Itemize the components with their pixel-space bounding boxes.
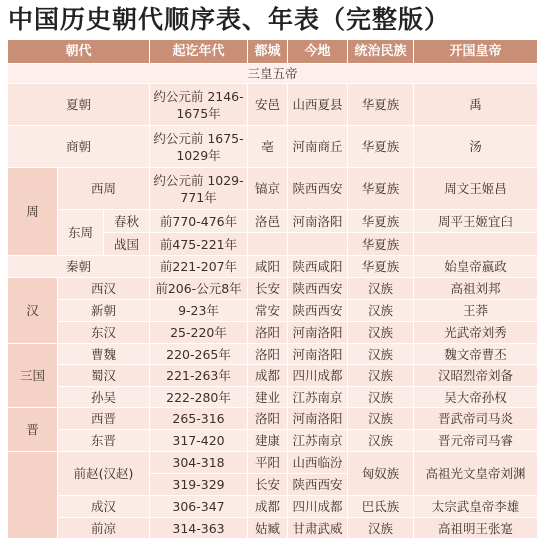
- cell-founder: 禹: [414, 84, 538, 126]
- cell-years: 304-318: [150, 452, 248, 474]
- cell-founder: 周文王姬昌: [414, 168, 538, 210]
- cell-place: 山西夏县: [288, 84, 348, 126]
- cell-name: 新朝: [58, 300, 150, 322]
- cell-years: 222-280年: [150, 387, 248, 408]
- group-sanguo: 三国: [8, 344, 58, 408]
- cell-name: 曹魏: [58, 344, 150, 365]
- cell-ethnic: 汉族: [348, 518, 414, 539]
- cell-place: 陕西西安: [288, 278, 348, 300]
- cell-place: 河南洛阳: [288, 210, 348, 233]
- cell-years: 314-363: [150, 518, 248, 539]
- cell-capital: 长安: [248, 278, 288, 300]
- cell-founder: 晋武帝司马炎: [414, 408, 538, 430]
- cell-name: 东晋: [58, 430, 150, 452]
- cell-name: 孙吴: [58, 387, 150, 408]
- cell-founder: 始皇帝嬴政: [414, 256, 538, 278]
- cell-founder: 汤: [414, 126, 538, 168]
- cell-ethnic: 汉族: [348, 387, 414, 408]
- cell-ethnic: 汉族: [348, 430, 414, 452]
- cell-name: 前凉: [58, 518, 150, 539]
- cell-years: 前206-公元8年: [150, 278, 248, 300]
- cell-ethnic: 汉族: [348, 365, 414, 387]
- cell-founder: 王莽: [414, 300, 538, 322]
- cell-place: 陕西咸阳: [288, 256, 348, 278]
- header-capital: 都城: [248, 40, 288, 64]
- cell-capital: 平阳: [248, 452, 288, 474]
- group-dongzhou: 东周: [58, 210, 104, 256]
- cell-ethnic: 华夏族: [348, 84, 414, 126]
- group-jin: 晋: [8, 408, 58, 452]
- cell-capital: 洛邑: [248, 210, 288, 233]
- group-han: 汉: [8, 278, 58, 344]
- cell-ethnic: 汉族: [348, 408, 414, 430]
- cell-founder: 汉昭烈帝刘备: [414, 365, 538, 387]
- cell-founder: 太宗武皇帝李雄: [414, 496, 538, 518]
- cell-capital: 建康: [248, 430, 288, 452]
- cell-years: 306-347: [150, 496, 248, 518]
- cell-years: 约公元前 2146-1675年: [150, 84, 248, 126]
- header-dynasty: 朝代: [8, 40, 150, 64]
- cell-capital: 亳: [248, 126, 288, 168]
- cell-ethnic: 匈奴族: [348, 452, 414, 496]
- cell-ethnic: 华夏族: [348, 233, 414, 256]
- cell-years: 221-263年: [150, 365, 248, 387]
- cell-years: 约公元前 1029-771年: [150, 168, 248, 210]
- cell-place: 陕西西安: [288, 300, 348, 322]
- cell-capital: 安邑: [248, 84, 288, 126]
- cell-name: 西周: [58, 168, 150, 210]
- cell-ethnic: 汉族: [348, 278, 414, 300]
- cell-founder: [414, 233, 538, 256]
- cell-capital: 洛阳: [248, 322, 288, 344]
- cell-name: 战国: [104, 233, 150, 256]
- cell-place: 陕西西安: [288, 168, 348, 210]
- cell-name: 商朝: [8, 126, 150, 168]
- cell-place: 江苏南京: [288, 430, 348, 452]
- cell-name: 春秋: [104, 210, 150, 233]
- cell-name: 蜀汉: [58, 365, 150, 387]
- header-modern-place: 今地: [288, 40, 348, 64]
- cell-founder: 高祖光文皇帝刘渊: [414, 452, 538, 496]
- group-zhou: 周: [8, 168, 58, 256]
- cell-ethnic: 华夏族: [348, 256, 414, 278]
- cell-name: 成汉: [58, 496, 150, 518]
- group-blank: [8, 452, 58, 539]
- cell-years: 265-316: [150, 408, 248, 430]
- cell-years: 约公元前 1675-1029年: [150, 126, 248, 168]
- cell-founder: 高祖刘邦: [414, 278, 538, 300]
- cell-place: 甘肃武威: [288, 518, 348, 539]
- cell-capital: 姑臧: [248, 518, 288, 539]
- cell-years: 前770-476年: [150, 210, 248, 233]
- header-founder: 开国皇帝: [414, 40, 538, 64]
- cell-ethnic: 巴氐族: [348, 496, 414, 518]
- cell-capital: 洛阳: [248, 408, 288, 430]
- cell-place: [288, 233, 348, 256]
- cell-years-2: 319-329: [150, 474, 248, 496]
- cell-name: 西汉: [58, 278, 150, 300]
- cell-ethnic: 华夏族: [348, 168, 414, 210]
- cell-ethnic: 汉族: [348, 300, 414, 322]
- cell-ethnic: 汉族: [348, 322, 414, 344]
- cell-place: 四川成都: [288, 496, 348, 518]
- cell-ethnic: 华夏族: [348, 126, 414, 168]
- header-years: 起讫年代: [150, 40, 248, 64]
- cell-capital: [248, 233, 288, 256]
- cell-place: 四川成都: [288, 365, 348, 387]
- cell-place: 江苏南京: [288, 387, 348, 408]
- cell-founder: 周平王姬宜臼: [414, 210, 538, 233]
- cell-place: 河南商丘: [288, 126, 348, 168]
- cell-place-2: 陕西西安: [288, 474, 348, 496]
- header-ethnic-group: 统治民族: [348, 40, 414, 64]
- cell-name: 前赵(汉赵): [58, 452, 150, 496]
- cell-name: 夏朝: [8, 84, 150, 126]
- cell-name: 西晋: [58, 408, 150, 430]
- cell-years: 9-23年: [150, 300, 248, 322]
- cell-capital: 洛阳: [248, 344, 288, 365]
- cell-name: 秦朝: [8, 256, 150, 278]
- cell-capital: 常安: [248, 300, 288, 322]
- cell-place: 河南洛阳: [288, 408, 348, 430]
- cell-founder: 光武帝刘秀: [414, 322, 538, 344]
- cell-ethnic: 汉族: [348, 344, 414, 365]
- cell-years: 25-220年: [150, 322, 248, 344]
- cell-capital: 咸阳: [248, 256, 288, 278]
- cell-capital-2: 长安: [248, 474, 288, 496]
- cell-founder: 高祖明王张寔: [414, 518, 538, 539]
- cell-ethnic: 华夏族: [348, 210, 414, 233]
- cell-capital: 建业: [248, 387, 288, 408]
- cell-place: 河南洛阳: [288, 344, 348, 365]
- cell-place: 山西临汾: [288, 452, 348, 474]
- cell-years: 317-420: [150, 430, 248, 452]
- cell-place: 河南洛阳: [288, 322, 348, 344]
- page-title: 中国历史朝代顺序表、年表（完整版）: [8, 5, 451, 34]
- cell-founder: 魏文帝曹丕: [414, 344, 538, 365]
- subtitle-row: 三皇五帝: [8, 64, 538, 84]
- cell-founder: 吴大帝孙权: [414, 387, 538, 408]
- cell-capital: 成都: [248, 365, 288, 387]
- cell-capital: 镐京: [248, 168, 288, 210]
- cell-years: 前221-207年: [150, 256, 248, 278]
- cell-founder: 晋元帝司马睿: [414, 430, 538, 452]
- cell-name: 东汉: [58, 322, 150, 344]
- cell-capital: 成都: [248, 496, 288, 518]
- cell-years: 前475-221年: [150, 233, 248, 256]
- cell-years: 220-265年: [150, 344, 248, 365]
